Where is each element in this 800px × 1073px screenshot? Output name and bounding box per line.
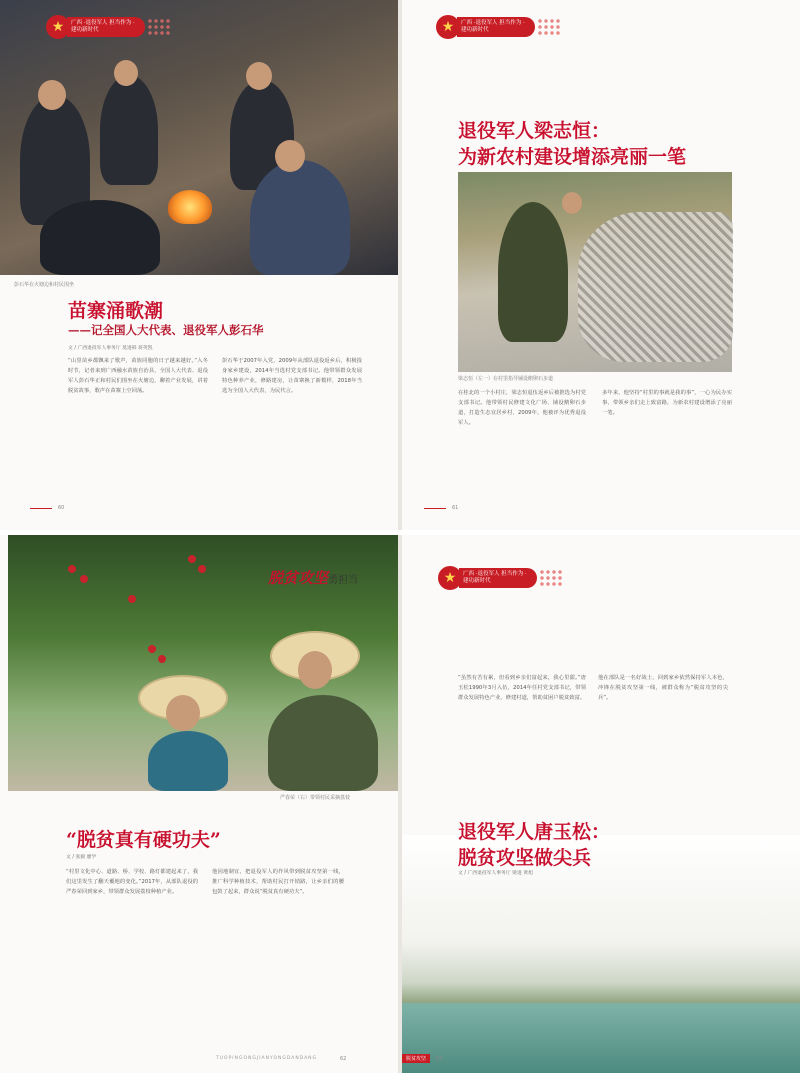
article-title: 苗寨涌歌潮 (68, 300, 164, 322)
slogan-tail: 勇担当 (328, 575, 359, 586)
page-number: 60 (58, 505, 65, 511)
page-number-bar (340, 1055, 346, 1063)
dot-pattern (147, 18, 171, 36)
mosaic-path-photo (458, 172, 732, 372)
section-badge: ★ 广西 ·退役军人 担当作为 · 建功新时代 (438, 565, 563, 591)
slogan-main: 脱贫攻坚 (268, 569, 329, 587)
section-badge: ★ 广西 ·退役军人 担当作为 · 建功新时代 (436, 14, 561, 40)
page-number: 63 (436, 1056, 443, 1062)
page-number-bar (424, 504, 458, 512)
article-title-line1: 退役军人唐玉松： (458, 821, 611, 843)
dot-pattern (539, 569, 563, 587)
footer-section-tag: 脱贫攻坚 (402, 1054, 430, 1063)
page-number-bar (436, 1055, 442, 1063)
footer-pinyin: TUOPINGONGJIANYONGDANDANG (216, 1056, 318, 1061)
bottom-spread (0, 535, 800, 1073)
body-column-2: 彭石华于2007年入党，2009年从部队退役返乡后，积极投身家乡建设，2014年当选村党支部书记。他带领群众发展特色种养产业，修路建房，让苗寨换了新模样，2018年当选为全国人大代表，为民代言。 (222, 358, 362, 394)
byline: 文 / 张毅 廖学 (66, 855, 97, 860)
intro-column-2: 他在部队是一名好战士，回到家乡依然保持军人本色，冲锋在脱贫攻坚第一线，被群众称为“脱贫攻坚的尖兵”。 (598, 675, 728, 701)
body-column-2: 他因地制宜，把退役军人的作风带到脱贫攻坚第一线，推广科学种植技术，帮助村民打开销路，让乡亲们的腰包鼓了起来，群众说“脱贫真有硬功夫”。 (212, 869, 344, 895)
article-subtitle: ——记全国人大代表、退役军人彭石华 (68, 323, 264, 337)
photo-caption: 严春荣（右）带领村民采摘荔枝 (280, 795, 351, 801)
intro-column-1: “虽然有苦有累，但看到乡亲们富起来，我心里甜。”唐玉松1990年3月入伍，2014年任村党支部书记，带领群众发展特色产业，修建村道，帮助贫困户脱贫致富。 (458, 675, 586, 701)
body-column-1: “山里苗乡都飘来了歌声，苗族同胞的日子越来越好。”入冬时节，记者来到广西融水苗族自治县，全国人大代表、退役军人彭石华正和村民们围坐在火塘边，聊着产业发展，讲着脱贫故事，歌声在苗寨上空回荡。 (68, 358, 208, 394)
page-lychee (0, 535, 398, 1073)
page-liang-zhiheng (402, 0, 800, 530)
page-miaozhai (0, 0, 398, 530)
page-number: 61 (452, 505, 459, 511)
star-icon: ★ (438, 566, 462, 590)
article-title-line2: 脱贫攻坚做尖兵 (458, 847, 592, 869)
article-title: “脱贫真有硬功夫” (66, 829, 221, 851)
dot-pattern (537, 18, 561, 36)
slogan-calligraphy (268, 567, 358, 588)
page-number: 62 (340, 1056, 347, 1062)
byline: 文 / 广西退役军人事务厅 莫进韩 蒋英凯 (68, 346, 153, 351)
top-spread (0, 0, 800, 530)
article-title-line2: 为新农村建设增添亮丽一笔 (458, 146, 687, 168)
byline: 文 / 广西退役军人事务厅 梁进 黄旭 (458, 871, 533, 876)
section-badge: ★ 广西 ·退役军人 担当作为 · 建功新时代 (46, 14, 171, 40)
body-column-2: 多年来，他坚持“村里的事就是我的事”，一心为民办实事，带领乡亲们走上致富路，为新农村建设增添了亮丽一笔。 (602, 390, 732, 416)
photo-caption: 彭石华在火塘边和村民围坐 (14, 282, 75, 288)
body-column-1: “村里文化中心、道路、桥、学校、路灯都建起来了，我们这里发生了翻天覆地的变化。”2017年，从部队退役的严春荣回到家乡，带领群众发展荔枝种植产业。 (66, 869, 198, 895)
star-icon: ★ (46, 15, 70, 39)
body-column-1: 在桂北的一个小村庄，梁志恒退伍返乡后被推选为村党支部书记。他带领村民修建文化广场、铺设鹅卵石步道，打造生态宜居乡村，2009年，他被评为优秀退役军人。 (458, 390, 586, 426)
star-icon: ★ (436, 15, 460, 39)
article-title-line1: 退役军人梁志恒： (458, 120, 611, 142)
fireside-photo (0, 0, 398, 275)
page-number-bar (30, 504, 64, 512)
photo-caption: 梁志恒（左一）在村里指导铺设鹅卵石步道 (458, 376, 554, 382)
